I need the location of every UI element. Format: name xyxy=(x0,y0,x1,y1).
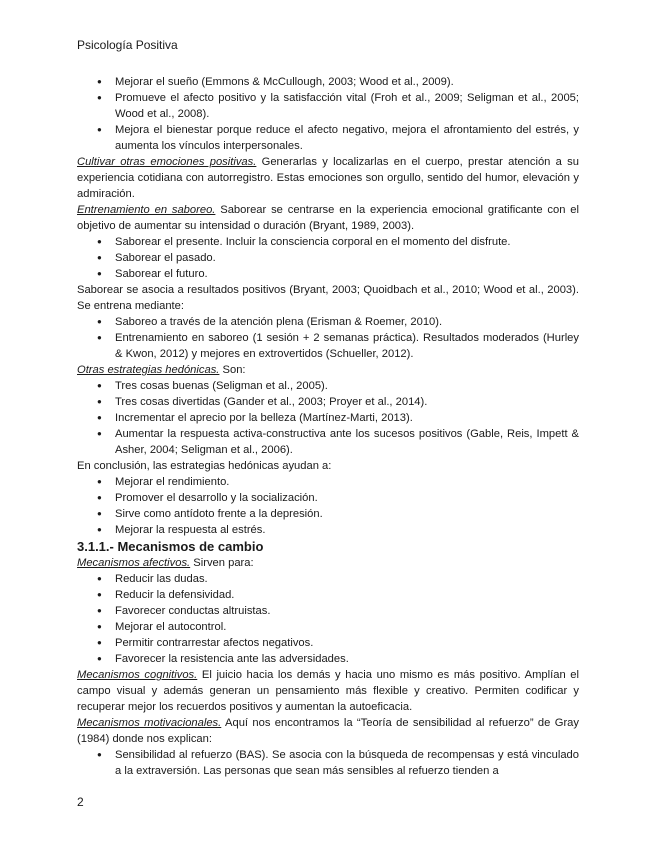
bullet-list xyxy=(77,314,579,362)
paragraph xyxy=(77,555,579,571)
paragraph xyxy=(77,667,579,715)
list-item: ● Mejora el bienestar porque reduce el afecto negativo, mejora el afrontamiento del estrés, y aumenta los vínculos interpersonales. xyxy=(77,122,579,154)
list-item: ● Reducir las dudas. xyxy=(77,571,579,587)
paragraph xyxy=(77,458,579,474)
list-item: ● Sensibilidad al refuerzo (BAS). Se asocia con la búsqueda de recompensas y está vinculado a la extraversión. Las personas que sean más sensibles al refuerzo tienden a xyxy=(77,747,579,779)
paragraph xyxy=(77,282,579,314)
page-number: 2 xyxy=(77,795,84,809)
paragraph-text: Son: xyxy=(219,364,246,376)
paragraph-text: En conclusión, las estrategias hedónicas ayudan a: xyxy=(77,460,332,472)
list-item: ● Saborear el pasado. xyxy=(77,250,579,266)
paragraph-lead: Cultivar otras emociones positivas. xyxy=(77,156,257,168)
bullet-list xyxy=(77,378,579,458)
paragraph-text: Generarlas y localizarlas en el cuerpo, prestar atención a su experiencia cotidiana con autorregistro. Estas emociones son orgullo, sentido del humor, elevación y admiración. xyxy=(77,156,579,200)
list-item: ● Favorecer conductas altruistas. xyxy=(77,603,579,619)
paragraph-text: Sirven para: xyxy=(190,557,254,569)
list-item: ● Aumentar la respuesta activa-constructiva ante los sucesos positivos (Gable, Reis, Impett & Asher, 2004; Seligman et al., 2006). xyxy=(77,426,579,458)
list-item: ● Incrementar el aprecio por la belleza (Martínez-Marti, 2013). xyxy=(77,410,579,426)
list-item: ● Promueve el afecto positivo y la satisfacción vital (Froh et al., 2009; Seligman et al., 2005; Wood et al., 2008). xyxy=(77,90,579,122)
list-item: ● Sirve como antídoto frente a la depresión. xyxy=(77,506,579,522)
bullet-list xyxy=(77,747,579,779)
list-item: ● Saborear el presente. Incluir la consciencia corporal en el momento del disfrute. xyxy=(77,234,579,250)
list-item: ● Saborear el futuro. xyxy=(77,266,579,282)
paragraph-lead: Mecanismos motivacionales. xyxy=(77,717,222,729)
paragraph xyxy=(77,202,579,234)
list-item: ● Reducir la defensividad. xyxy=(77,587,579,603)
list-item: ● Tres cosas divertidas (Gander et al., 2003; Proyer et al., 2014). xyxy=(77,394,579,410)
bullet-list xyxy=(77,474,579,538)
paragraph-text: El juicio hacia los demás y hacia uno mismo es más positivo. Amplían el campo visual y además generan un pensamiento más flexible y creativo. Permiten codificar y recuperar mejor los recuerdos positivos y aumentan la autoeficacia. xyxy=(77,669,579,713)
list-item: ● Favorecer la resistencia ante las adversidades. xyxy=(77,651,579,667)
paragraph-lead: Mecanismos afectivos. xyxy=(77,557,191,569)
section-heading: 3.1.1.- Mecanismos de cambio xyxy=(77,539,264,554)
paragraph-text: Aquí nos encontramos la “Teoría de sensibilidad al refuerzo” de Gray (1984) donde nos explican: xyxy=(77,717,579,745)
bullet-list xyxy=(77,571,579,667)
list-item: ● Tres cosas buenas (Seligman et al., 2005). xyxy=(77,378,579,394)
paragraph xyxy=(77,715,579,747)
document-body xyxy=(77,74,579,779)
page-header: Psicología Positiva xyxy=(77,38,178,52)
bullet-list xyxy=(77,74,579,154)
list-item: ● Mejorar el sueño (Emmons & McCullough, 2003; Wood et al., 2009). xyxy=(77,74,579,90)
paragraph xyxy=(77,362,579,378)
list-item: ● Mejorar la respuesta al estrés. xyxy=(77,522,579,538)
list-item: ● Mejorar el rendimiento. xyxy=(77,474,579,490)
list-item: ● Promover el desarrollo y la socialización. xyxy=(77,490,579,506)
paragraph-text: Saborear se centrarse en la experiencia emocional gratificante con el objetivo de aumentar su intensidad o duración (Bryant, 1989, 2003). xyxy=(77,204,579,232)
list-item: ● Mejorar el autocontrol. xyxy=(77,619,579,635)
list-item: ● Permitir contrarrestar afectos negativos. xyxy=(77,635,579,651)
paragraph-lead: Otras estrategias hedónicas. xyxy=(77,364,220,376)
paragraph-lead: Entrenamiento en saboreo. xyxy=(77,204,216,216)
paragraph xyxy=(77,154,579,202)
list-item: ● Saboreo a través de la atención plena (Erisman & Roemer, 2010). xyxy=(77,314,579,330)
paragraph-text: Saborear se asocia a resultados positivos (Bryant, 2003; Quoidbach et al., 2010; Wood et al., 2003). Se entrena mediante: xyxy=(77,284,579,312)
bullet-list xyxy=(77,234,579,282)
list-item: ● Entrenamiento en saboreo (1 sesión + 2 semanas práctica). Resultados moderados (Hurley & Kwon, 2012) y mejores en extrovertidos (Schueller, 2012). xyxy=(77,330,579,362)
paragraph-lead: Mecanismos cognitivos. xyxy=(77,669,198,681)
